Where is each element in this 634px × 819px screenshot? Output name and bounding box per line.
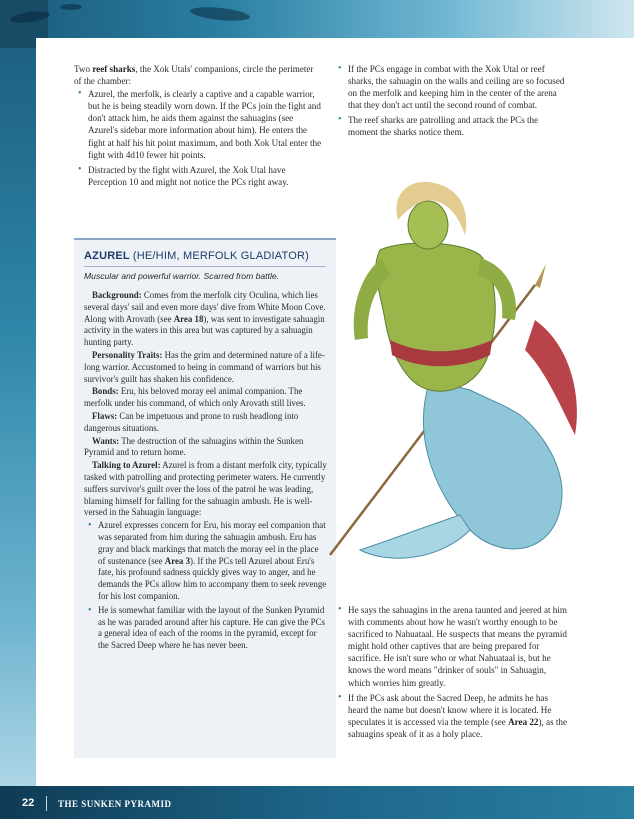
torso (376, 243, 495, 391)
flaws-paragraph: Flaws: Can be impetuous and prone to rush headlong into dangerous situations. (84, 410, 299, 433)
sidebar-tagline: Muscular and powerful warrior. Scarred from battle. (84, 271, 280, 281)
page-number: 22 (22, 797, 35, 809)
bonds-paragraph: Bonds: Eru, his beloved moray eel animal companion. The merfolk under his command, of which only Arovath still lives. (84, 386, 306, 409)
tail-fin (360, 515, 470, 558)
azurel-sidebar (74, 238, 336, 758)
right-column-top (338, 63, 570, 142)
list-item: • The reef sharks are patrolling and attack the PCs the moment the sharks notice them. (338, 114, 570, 138)
divider (84, 266, 326, 267)
wants-paragraph: Wants: The destruction of the sahuagins within the Sunken Pyramid and to return home. (84, 435, 304, 458)
list-item: • He says the sahuagins in the arena taunted and jeered at him with comments about how he wasn't worthy enough to be sacrificed to Nahuataal. He suspects that means the pyramid might hold other captives that are being prepared for sacrifice. He isn't sure who or what Nahuataal is, but he knows the word means "drinker of souls" in Sahuagin, which worries him greatly. (338, 604, 570, 689)
talking-paragraph: Talking to Azurel: Azurel is from a distant merfolk city, typically tasked with patrolling and protecting perimeter waters. He currently suffers survivor's guilt over the loss of the patrol he was leading, blaming himself for falling for the sahuagin ambush. He is well-versed in the Sahuagin language: (84, 460, 327, 518)
sahuagin-bullets (338, 604, 570, 740)
left-column-top (74, 63, 322, 191)
background-paragraph: Background: Comes from the merfolk city Oculina, which lies several days' sail and even more days' dive from White Moon Cove. Along with Arovath (see Area 18), was sent to investigate sahuagin activity in the waters in this area but was captured by a sahuagin hunting party. (84, 290, 326, 348)
talking-bullets (88, 520, 328, 652)
list-item: • If the PCs engage in combat with the Xok Utal or reef sharks, the sahuagin on the walls and ceiling are so focused on the merfolk and keeping him in the center of the arena that they don't act until the second round of combat. (338, 63, 570, 111)
fish-silhouette-icon (60, 4, 82, 10)
list-item: • He is somewhat familiar with the layout of the Sunken Pyramid as he was paraded around after his capture. He can give the PCs a general idea of each of the rooms in the pyramid, except for the Sacred Deep where he has never been. (88, 605, 328, 652)
red-fin (525, 320, 577, 435)
reef-sharks-bullets (78, 88, 322, 188)
spear-tip (535, 264, 546, 288)
combat-bullets (338, 63, 570, 139)
reef-sharks-intro: Two reef sharks, the Xok Utals' companions, circle the perimeter of the chamber: (74, 64, 314, 87)
head (408, 201, 448, 249)
list-item: • Azurel expresses concern for Eru, his moray eel companion that was separated from him during the sahuagin ambush. Eru has gray and black markings that match the moray eel in the place of sustenance (see Area 3). If the PCs tell Azurel about Eru's fate, his profound sadness quickly gives way to anger, and he demands the PCs allow him to accompany them to seek revenge for his lost companion. (88, 520, 328, 603)
list-item: • If the PCs ask about the Sacred Deep, he admits he has heard the name but doesn't know where it is located. He speculates it is accessed via the temple (see Area 22), as the sahuagins speak of it as a holy place. (338, 692, 570, 740)
footer-title: THE SUNKEN PYRAMID (58, 799, 172, 809)
sidebar-title: AZUREL (HE/HIM, MERFOLK GLADIATOR) (84, 250, 309, 262)
list-item: • Distracted by the fight with Azurel, the Xok Utal have Perception 10 and might not notice the PCs right away. (78, 164, 322, 188)
sidebar-body (84, 290, 328, 654)
footer-divider (46, 796, 47, 811)
list-item: • Azurel, the merfolk, is clearly a captive and a capable warrior, but he is being steadily worn down. If the PCs join the fight and don't attack him, he aids them against the sahuagins (see Azurel's sidebar more information about him). He enters the fight at half his hit point maximum, and both Xok Utal enter the fight with 4d10 fewer hit points. (78, 88, 322, 161)
merfolk-illustration (320, 180, 590, 600)
personality-paragraph: Personality Traits: Has the grim and determined nature of a life-long warrior. Accustomed to being in command of warriors but his survivor's guilt has shaken his confidence. (84, 349, 325, 384)
right-column-bottom (338, 604, 570, 743)
